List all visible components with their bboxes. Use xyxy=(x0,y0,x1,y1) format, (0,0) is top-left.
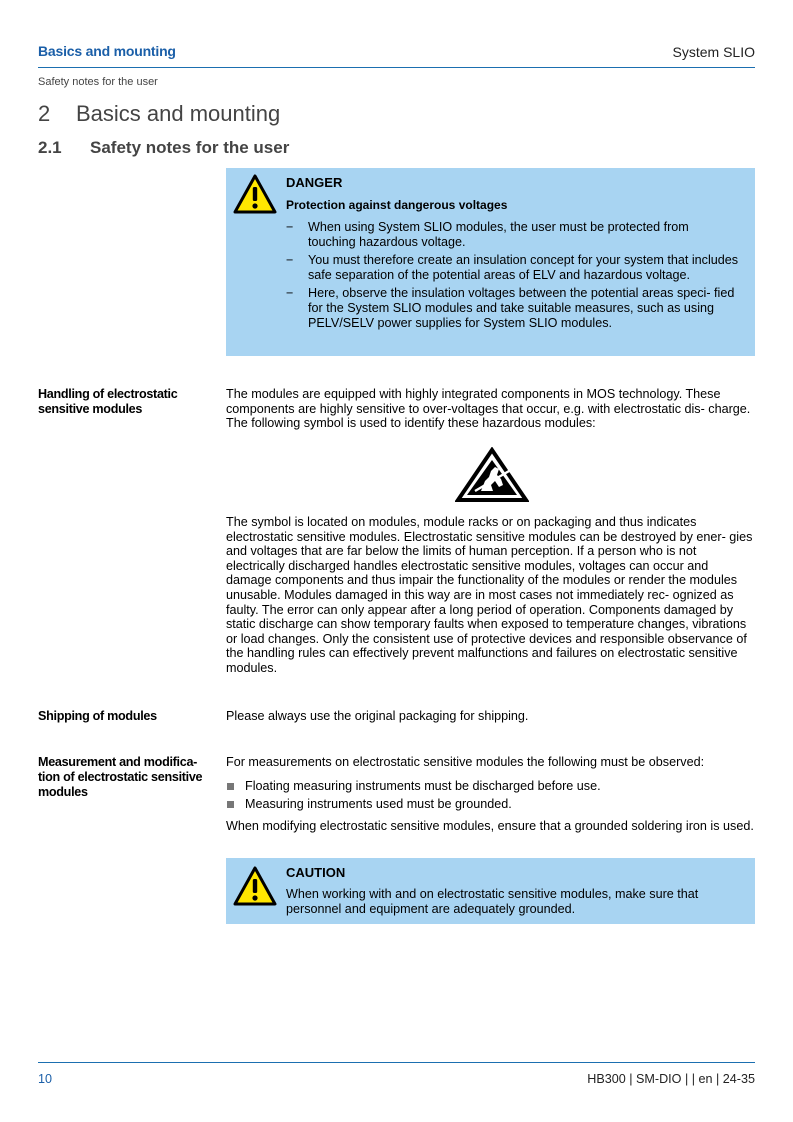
esd-warning-icon xyxy=(455,447,529,503)
measurement-section-label: Measurement and modifica‐ tion of electrostatic sensitive modules xyxy=(38,755,203,799)
header-divider xyxy=(38,67,755,68)
danger-list xyxy=(286,220,739,334)
measurement-outro: When modifying electrostatic sensitive modules, ensure that a grounded soldering iron is used. xyxy=(226,818,754,833)
measurement-list xyxy=(226,779,755,812)
document-reference: HB300 | SM-DIO | | en | 24-35 xyxy=(587,1072,755,1086)
chapter-number: 2 xyxy=(38,101,51,126)
list-item: − You must therefore create an insulation concept for your system that includes safe separation of the potential areas of ELV and hazardous voltage. xyxy=(286,253,739,282)
shipping-section-label: Shipping of modules xyxy=(38,709,157,723)
section-number: 2.1 xyxy=(38,138,62,157)
list-item: − When using System SLIO modules, the user must be protected from touching hazardous voltage. xyxy=(286,220,689,249)
list-item: Floating measuring instruments must be discharged before use. xyxy=(226,779,755,794)
caution-body: When working with and on electrostatic sensitive modules, make sure that personnel and equipment are adequately grounded. xyxy=(286,887,699,916)
warning-triangle-icon xyxy=(233,174,277,214)
list-item: Measuring instruments used must be grounded. xyxy=(226,797,755,812)
chapter-title: Basics and mounting xyxy=(76,101,281,126)
list-item: − Here, observe the insulation voltages between the potential areas speci‐ fied for the System SLIO modules and take suitable measures, such as using PELV/SELV power supplies for System SLIO modules. xyxy=(286,286,735,330)
section-heading xyxy=(38,138,289,158)
measurement-body xyxy=(226,755,755,833)
page-number: 10 xyxy=(38,1072,53,1086)
esd-intro: The modules are equipped with highly integrated components in MOS technology. These components are highly sensitive to over-voltages that occur, e.g. with electrostatic dis‐ charge. The following symbol is used to identify these hazardous modules: xyxy=(226,387,751,431)
running-header-chapter: Basics and mounting xyxy=(38,43,176,59)
caution-title: CAUTION xyxy=(286,865,346,880)
running-header-section: Safety notes for the user xyxy=(38,76,158,88)
footer-divider xyxy=(38,1062,755,1063)
caution-note xyxy=(226,858,755,924)
running-header-product: System SLIO xyxy=(672,44,755,60)
section-title: Safety notes for the user xyxy=(90,138,290,157)
danger-note xyxy=(226,168,755,356)
esd-body: The symbol is located on modules, module racks or on packaging and thus indicates electrostatic sensitive modules. Electrostatic sensitive modules can be destroyed by ener‐ gies and voltages that are far below the limits of human perception. If a person who is not electrically discharged handles electrostatic sensitive modules, voltages can occur and damage components and thus impair the functionality of the modules or render the modules unusable. Modules damaged in this way are in most cases not immediately rec‐ ognized as faulty. The error can only appear after a long period of operation. Components damaged by static discharge can show temporary faults when exposed to temperature changes, vibrations or load changes. Only the consistent use of protective devices and responsible observance of the handling rules can effectively prevent malfunctions and failures on electrostatic sensitive modules. xyxy=(226,515,753,675)
danger-title: DANGER xyxy=(286,175,343,190)
shipping-body: Please always use the original packaging for shipping. xyxy=(226,709,529,723)
danger-subtitle: Protection against dangerous voltages xyxy=(286,198,508,212)
chapter-heading xyxy=(38,101,280,127)
esd-section-label: Handling of electrostatic sensitive modules xyxy=(38,387,178,416)
measurement-intro: For measurements on electrostatic sensitive modules the following must be observed: xyxy=(226,755,705,769)
warning-triangle-icon xyxy=(233,866,277,906)
